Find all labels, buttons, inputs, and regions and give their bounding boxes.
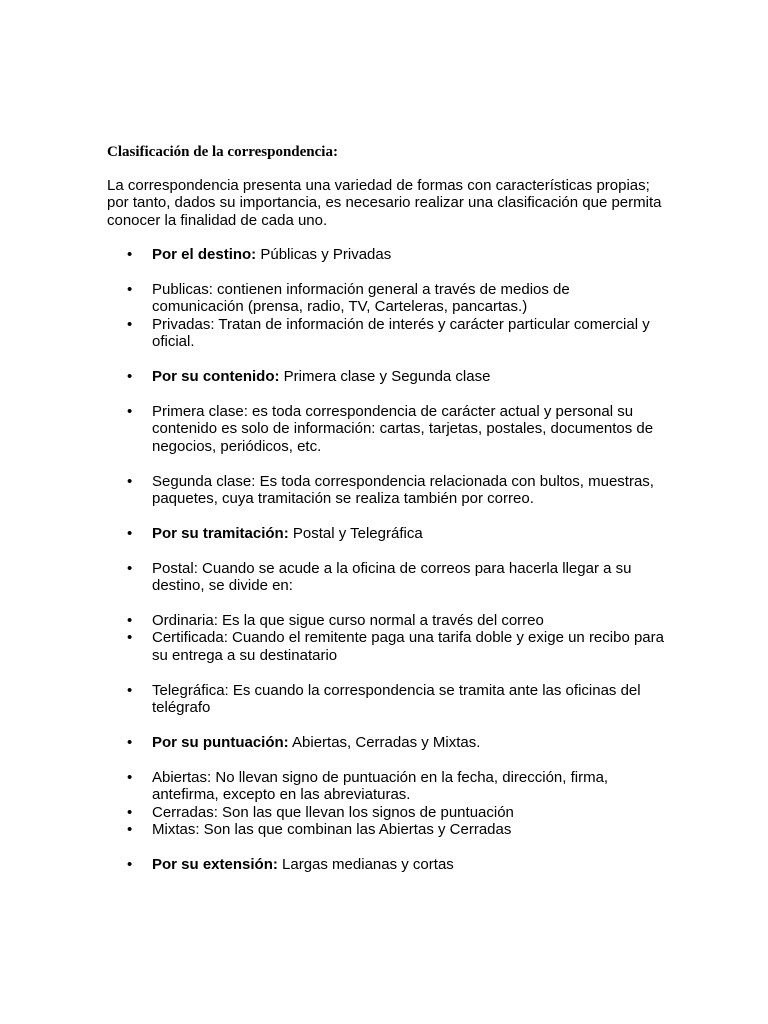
item-bold-label: Por su tramitación: (152, 525, 289, 542)
bullet-icon: • (127, 821, 133, 839)
list-item (0, 821, 664, 838)
list-item (0, 246, 664, 263)
list-item (0, 281, 664, 316)
item-text: Ordinaria: Es la que sigue curso normal a través del correo (152, 612, 544, 629)
list-block (0, 473, 768, 508)
document-heading: Clasificación de la correspondencia: (107, 144, 338, 160)
list-block (0, 368, 768, 385)
list-item (0, 560, 664, 595)
list-item (0, 804, 664, 821)
intro-paragraph: La correspondencia presenta una variedad de formas con características propias; por tanto, dados su importancia, es necesario realizar una clasificación que permita conocer la finalidad de cada uno. (107, 177, 662, 229)
item-text: Largas medianas y cortas (277, 856, 454, 873)
list-block (0, 769, 768, 839)
bullet-icon: • (127, 856, 133, 873)
list-block (0, 682, 768, 717)
list-item (0, 316, 664, 351)
bullet-icon: • (127, 682, 133, 699)
list-item (0, 525, 664, 542)
list-block (0, 525, 768, 542)
list-item (0, 734, 664, 751)
item-text: Postal: Cuando se acude a la oficina de correos para hacerla llegar a su destino, se divide en: (152, 560, 632, 595)
bullet-icon: • (127, 368, 133, 385)
list-item (0, 769, 664, 804)
item-text: Primera clase: es toda correspondencia de carácter actual y personal su contenido es solo de información: cartas, tarjetas, postales, documentos de negocios, periódicos, etc. (152, 403, 654, 455)
list-item (0, 856, 664, 873)
list-item (0, 612, 664, 629)
item-text: Abiertas: No llevan signo de puntuación en la fecha, dirección, firma, antefirma, excepto en las abreviaturas. (152, 769, 609, 804)
bullet-icon: • (127, 525, 133, 542)
bullet-icon: • (127, 803, 133, 821)
item-text: Primera clase y Segunda clase (279, 368, 491, 385)
item-text: Abiertas, Cerradas y Mixtas. (288, 734, 481, 751)
bullet-icon: • (127, 315, 133, 333)
bullet-icon: • (127, 246, 133, 263)
item-text: Certificada: Cuando el remitente paga una tarifa doble y exige un recibo para su entrega a su destinatario (152, 629, 664, 664)
bullet-icon: • (127, 734, 133, 751)
list-item (0, 629, 664, 664)
item-text: Públicas y Privadas (256, 246, 392, 263)
item-bold-label: Por el destino: (152, 246, 257, 263)
item-text: Mixtas: Son las que combinan las Abiertas y Cerradas (152, 821, 512, 839)
list-block (0, 560, 768, 595)
item-bold-label: Por su puntuación: (152, 734, 289, 751)
list-block (0, 246, 768, 263)
list-block (0, 734, 768, 751)
list-item (0, 473, 664, 508)
bullet-icon: • (127, 629, 133, 647)
list-item (0, 403, 664, 455)
bullet-icon: • (127, 769, 133, 786)
bullet-icon: • (127, 473, 133, 490)
bullet-icon: • (127, 403, 133, 420)
item-bold-label: Por su extensión: (152, 856, 278, 873)
list-block (0, 856, 768, 873)
list-block (0, 403, 768, 455)
bullet-icon: • (127, 560, 133, 577)
list-block (0, 281, 768, 351)
list-item (0, 368, 664, 385)
item-text: Postal y Telegráfica (288, 525, 423, 542)
bullet-icon: • (127, 281, 133, 298)
bullet-icon: • (127, 612, 133, 629)
item-text: Publicas: contienen información general a través de medios de comunicación (prensa, radio, TV, Carteleras, pancartas.) (152, 281, 570, 316)
item-bold-label: Por su contenido: (152, 368, 280, 385)
item-text: Segunda clase: Es toda correspondencia relacionada con bultos, muestras, paquetes, cuya tramitación se realiza también por correo. (152, 473, 654, 508)
list-block (0, 612, 768, 664)
list-item (0, 682, 664, 717)
item-text: Telegráfica: Es cuando la correspondencia se tramita ante las oficinas del telégrafo (152, 682, 641, 717)
item-text: Cerradas: Son las que llevan los signos de puntuación (152, 803, 514, 821)
item-text: Privadas: Tratan de información de interés y carácter particular comercial y oficial. (152, 315, 650, 351)
